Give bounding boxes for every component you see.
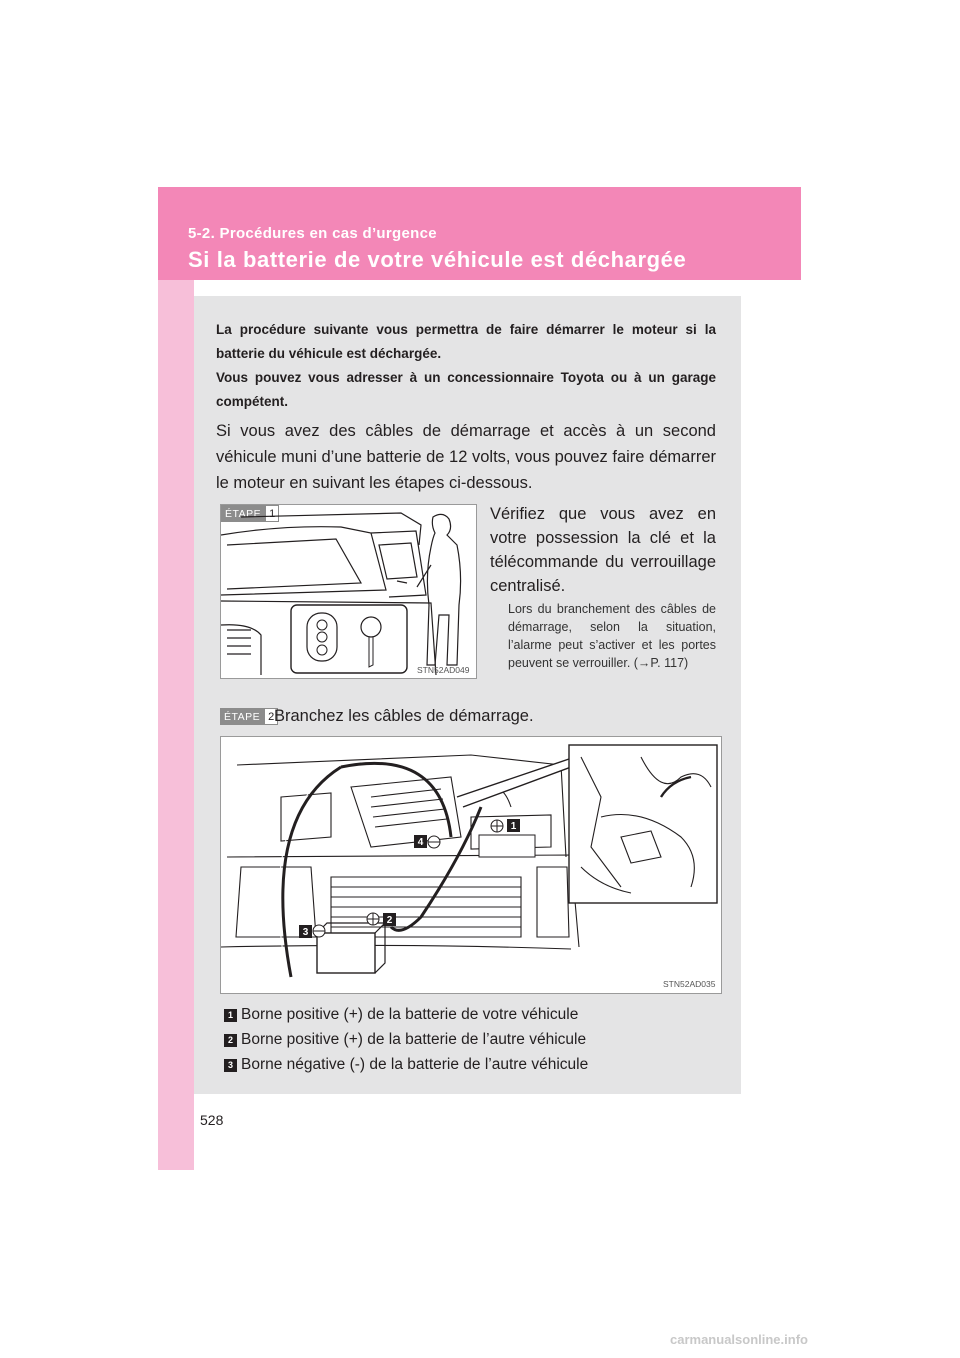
legend-badge: 1 xyxy=(224,1009,237,1022)
watermark: carmanualsonline.info xyxy=(670,1332,808,1347)
figure-code: STN52AD049 xyxy=(417,665,470,675)
truck-door-illustration xyxy=(221,505,476,678)
step1-note: Lors du branchement des câbles de démarrage, selon la situation, l’alarme peut s’activer et les portes peuvent se verrouiller. (→P. 117) xyxy=(508,602,716,670)
legend-text: Borne positive (+) de la batterie de l’autre véhicule xyxy=(241,1031,587,1048)
step-label: ÉTAPE xyxy=(221,505,265,522)
legend-item xyxy=(224,1006,578,1024)
legend-text: Borne positive (+) de la batterie de votre véhicule xyxy=(241,1006,579,1023)
legend-item xyxy=(224,1056,588,1074)
chapter-header xyxy=(158,187,801,280)
step2-text: Branchez les câbles de démarrage. xyxy=(274,707,534,725)
figure-code: STN52AD035 xyxy=(663,979,716,989)
legend-text: Borne négative (-) de la batterie de l’autre véhicule xyxy=(241,1056,589,1073)
legend-badge: 3 xyxy=(224,1059,237,1072)
intro-body-text: Si vous avez des câbles de démarrage et accès à un second véhicule muni d’une batterie de 12 volts, vous pouvez faire démarrer le moteur en suivant les étapes ci-dessous. xyxy=(216,422,716,492)
callout-2: 2 xyxy=(386,915,393,926)
step1-text: Vérifiez que vous avez en votre possession la clé et la télécommande du verrouillage centralisé. xyxy=(490,505,716,595)
intro-bold-text-1: La procédure suivante vous permettra de faire démarrer le moteur si la batterie du véhicule est déchargée. xyxy=(216,322,716,361)
page-number: 528 xyxy=(200,1112,224,1128)
section-label: 5-2. Procédures en cas d’urgence xyxy=(188,225,437,242)
step-number: 2 xyxy=(264,708,278,725)
intro-bold-text-2: Vous pouvez vous adresser à un concessionnaire Toyota ou à un garage compétent. xyxy=(216,370,716,409)
legend-item xyxy=(224,1031,586,1049)
callout-3: 3 xyxy=(302,927,309,938)
callout-1: 1 xyxy=(510,821,517,832)
step1-figure xyxy=(220,504,477,679)
side-color-band xyxy=(158,187,194,1170)
engine-bay-illustration xyxy=(221,737,721,993)
step2-figure xyxy=(220,736,722,994)
step-label: ÉTAPE xyxy=(220,708,264,725)
step-number: 1 xyxy=(265,505,279,522)
legend-badge: 2 xyxy=(224,1034,237,1047)
content-panel xyxy=(194,296,741,1094)
page-title: Si la batterie de votre véhicule est déchargée xyxy=(188,247,687,272)
step2-badge xyxy=(220,708,278,725)
callout-4: 4 xyxy=(417,837,424,848)
